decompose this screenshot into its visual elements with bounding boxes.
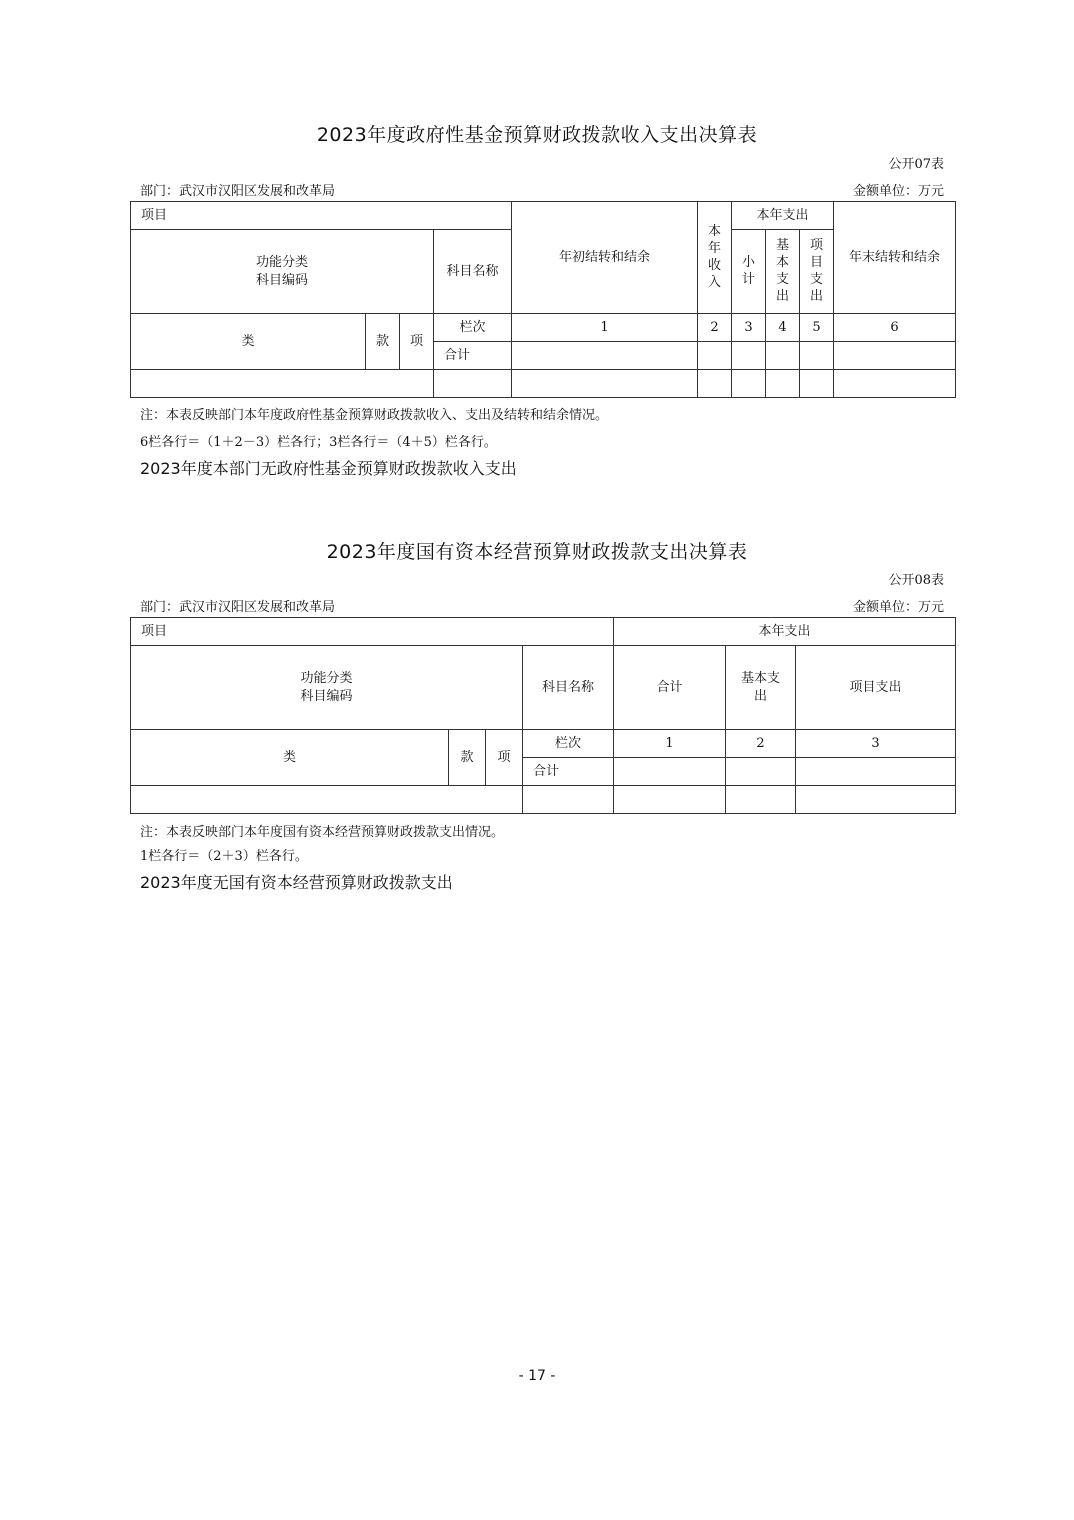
t08-total-cell <box>614 758 726 786</box>
table07-dept: 部门：武汉市汉阳区发展和改革局 <box>140 184 336 199</box>
t08-empty-cell <box>131 786 523 814</box>
t08-header-total: 合计 <box>614 646 726 730</box>
t07-total-cell <box>766 342 800 370</box>
t07-col-num-5: 5 <box>800 314 834 342</box>
table07-title: 2023年度政府性基金预算财政拨款收入支出决算表 <box>316 124 758 146</box>
t07-column-no: 栏次 <box>434 314 512 342</box>
table08-statement: 2023年度无国有资本经营预算财政拨款支出 <box>140 873 453 892</box>
table08-code: 公开08表 <box>888 573 944 588</box>
t08-empty-cell <box>796 786 956 814</box>
table07-statement: 2023年度本部门无政府性基金预算财政拨款收入支出 <box>140 459 517 478</box>
t08-header-subject-name: 科目名称 <box>523 646 614 730</box>
table08-meta <box>140 596 944 615</box>
table07-unit: 金额单位：万元 <box>852 184 944 199</box>
table07-note1: 注：本表反映部门本年度政府性基金预算财政拨款收入、支出及结转和结余情况。 <box>140 408 609 423</box>
table08 <box>130 617 956 814</box>
table08-note1: 注：本表反映部门本年度国有资本经营预算财政拨款支出情况。 <box>140 825 505 840</box>
t07-header-subject-code: 科目编码 <box>255 272 308 288</box>
t08-empty-cell <box>614 786 726 814</box>
t07-header-begin-balance: 年初结转和结余 <box>512 202 698 314</box>
t07-header-year-income-text: 本年收入 <box>708 224 722 290</box>
t08-empty-cell <box>523 786 614 814</box>
table08-title: 2023年度国有资本经营预算财政拨款支出决算表 <box>326 541 748 563</box>
t08-column-no: 栏次 <box>523 730 614 758</box>
t07-empty-cell <box>800 370 834 398</box>
t08-total-cell <box>726 758 796 786</box>
t07-col-num-3: 3 <box>732 314 766 342</box>
t07-total-cell <box>512 342 698 370</box>
t07-col-num-1: 1 <box>512 314 698 342</box>
t07-col-num-2: 2 <box>698 314 732 342</box>
t07-header-project-expense <box>800 230 834 314</box>
t07-header-func-class <box>131 230 434 314</box>
t07-empty-cell <box>434 370 512 398</box>
t07-empty-cell <box>698 370 732 398</box>
t07-empty-cell <box>732 370 766 398</box>
t08-header-project-expense: 项目支出 <box>796 646 956 730</box>
t08-col-num-3: 3 <box>796 730 956 758</box>
t08-col-num-2: 2 <box>726 730 796 758</box>
t07-empty-cell <box>131 370 434 398</box>
t08-xiang: 项 <box>486 730 523 786</box>
t07-header-subtotal-text: 小计 <box>742 255 756 287</box>
page-number: - 17 - <box>518 1368 556 1384</box>
t07-kuan: 款 <box>366 314 400 370</box>
table08-note2: 1栏各行＝（2＋3）栏各行。 <box>140 849 308 864</box>
t08-lei: 类 <box>131 730 449 786</box>
t07-header-project: 项目 <box>131 202 512 230</box>
t08-header-subject-code: 科目编码 <box>300 688 353 704</box>
t07-header-year-expense: 本年支出 <box>732 202 834 230</box>
t08-header-basic-expense <box>726 646 796 730</box>
t07-empty-cell <box>766 370 800 398</box>
t07-header-project-expense-text: 项目支出 <box>810 238 824 304</box>
table08-unit: 金额单位：万元 <box>852 600 944 615</box>
t08-header-year-expense: 本年支出 <box>614 618 956 646</box>
t07-header-subtotal <box>732 230 766 314</box>
table07 <box>130 201 956 398</box>
t08-kuan: 款 <box>449 730 486 786</box>
t07-header-year-income <box>698 202 732 314</box>
t07-total-label: 合计 <box>434 342 512 370</box>
t08-total-label: 合计 <box>523 758 614 786</box>
t07-total-cell <box>800 342 834 370</box>
t07-total-cell <box>698 342 732 370</box>
table07-note2: 6栏各行＝（1＋2－3）栏各行；3栏各行＝（4＋5）栏各行。 <box>140 435 497 450</box>
t07-total-cell <box>834 342 956 370</box>
t07-empty-cell <box>834 370 956 398</box>
t08-col-num-1: 1 <box>614 730 726 758</box>
t07-lei: 类 <box>131 314 366 370</box>
t07-header-basic-expense-text: 基本支出 <box>776 238 790 304</box>
t08-empty-cell <box>726 786 796 814</box>
t07-header-end-balance: 年末结转和结余 <box>834 202 956 314</box>
table07-code: 公开07表 <box>888 157 944 172</box>
t07-total-cell <box>732 342 766 370</box>
t07-header-basic-expense <box>766 230 800 314</box>
t07-header-func-class-text: 功能分类 <box>255 254 308 270</box>
t07-xiang: 项 <box>400 314 434 370</box>
t08-header-func-class-text: 功能分类 <box>300 670 353 686</box>
table07-meta <box>140 180 944 199</box>
t07-col-num-4: 4 <box>766 314 800 342</box>
t07-header-subject-name: 科目名称 <box>434 230 512 314</box>
t07-col-num-6: 6 <box>834 314 956 342</box>
t08-header-func-class <box>131 646 523 730</box>
table08-dept: 部门：武汉市汉阳区发展和改革局 <box>140 600 336 615</box>
t08-header-basic-expense-text: 基本支出 <box>741 670 781 704</box>
t08-header-project: 项目 <box>131 618 614 646</box>
t07-empty-cell <box>512 370 698 398</box>
t08-total-cell <box>796 758 956 786</box>
